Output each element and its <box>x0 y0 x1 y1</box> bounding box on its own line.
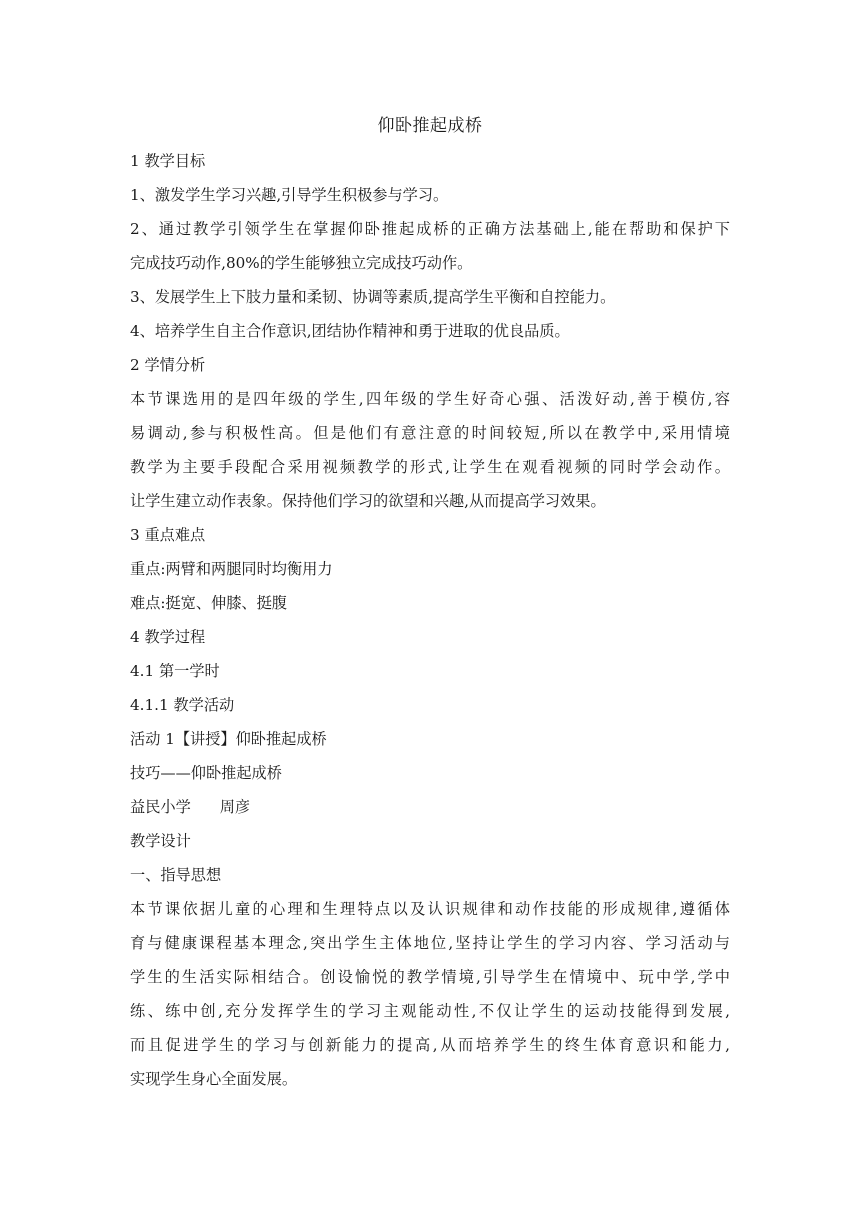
heading-student-analysis: 2 学情分析 <box>130 356 206 374</box>
heading-teaching-activity: 4.1.1 教学活动 <box>130 696 235 714</box>
section-guiding-ideology: 一、指导思想 <box>130 866 222 884</box>
goal-item-2-line-1: 2、通过教学引领学生在掌握仰卧推起成桥的正确方法基础上,能在帮助和保护下 <box>130 220 730 238</box>
goal-item-1: 1、激发学生学习兴趣,引导学生积极参与学习。 <box>130 186 449 204</box>
guiding-line-5: 而且促进学生的学习与创新能力的提高,从而培养学生的终生体育意识和能力, <box>130 1036 730 1054</box>
heading-first-period: 4.1 第一学时 <box>130 662 220 680</box>
analysis-line-1: 本节课选用的是四年级的学生,四年级的学生好奇心强、活泼好动,善于模仿,容 <box>130 390 730 408</box>
goal-item-2 <box>130 212 730 280</box>
design-heading: 教学设计 <box>130 832 191 850</box>
guiding-line-3: 学生的生活实际相结合。创设愉悦的教学情境,引导学生在情境中、玩中学,学中 <box>130 968 730 986</box>
guiding-line-1: 本节课依据儿童的心理和生理特点以及认识规律和动作技能的形成规律,遵循体 <box>130 900 730 918</box>
goal-item-3: 3、发展学生上下肢力量和柔韧、协调等素质,提高学生平衡和自控能力。 <box>130 288 616 306</box>
analysis-paragraph <box>130 382 730 518</box>
key-point: 重点:两臂和两腿同时均衡用力 <box>130 560 333 578</box>
goal-item-4: 4、培养学生自主合作意识,团结协作精神和勇于进取的优良品质。 <box>130 322 570 340</box>
guiding-line-4: 练、练中创,充分发挥学生的学习主观能动性,不仅让学生的运动技能得到发展, <box>130 1002 730 1020</box>
difficulty-point: 难点:挺宽、伸膝、挺腹 <box>130 594 287 612</box>
analysis-line-2: 易调动,参与积极性高。但是他们有意注意的时间较短,所以在教学中,采用情境 <box>130 424 730 442</box>
activity-title: 活动 1【讲授】仰卧推起成桥 <box>130 730 327 748</box>
skill-title: 技巧——仰卧推起成桥 <box>130 764 282 782</box>
heading-key-points: 3 重点难点 <box>130 526 206 544</box>
guiding-line-6: 实现学生身心全面发展。 <box>130 1070 298 1088</box>
analysis-line-3: 教学为主要手段配合采用视频教学的形式,让学生在观看视频的同时学会动作。 <box>130 458 730 476</box>
document-page <box>130 112 730 1096</box>
heading-teaching-goals: 1 教学目标 <box>130 152 206 170</box>
author-line: 益民小学 周彦 <box>130 798 251 816</box>
heading-teaching-process: 4 教学过程 <box>130 628 206 646</box>
goal-item-2-line-2: 完成技巧动作,80%的学生能够独立完成技巧动作。 <box>130 254 473 272</box>
document-title: 仰卧推起成桥 <box>377 116 483 136</box>
guiding-line-2: 育与健康课程基本理念,突出学生主体地位,坚持让学生的学习内容、学习活动与 <box>130 934 730 952</box>
guiding-paragraph <box>130 892 730 1096</box>
analysis-line-4: 让学生建立动作表象。保持他们学习的欲望和兴趣,从而提高学习效果。 <box>130 492 606 510</box>
